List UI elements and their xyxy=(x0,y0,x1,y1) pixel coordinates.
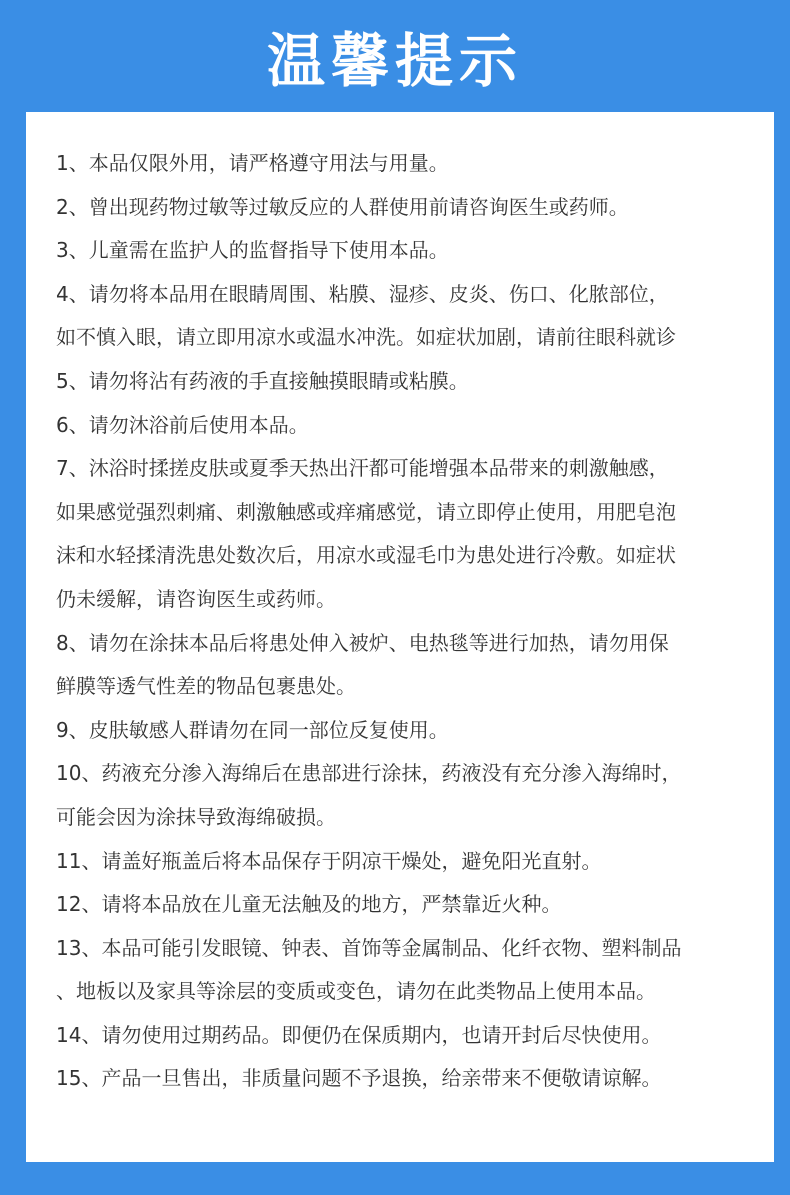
notice-line: 仍未缓解，请咨询医生或药师。 xyxy=(56,586,336,611)
notice-line: 12、请将本品放在儿童无法触及的地方，严禁靠近火种。 xyxy=(56,892,562,917)
notice-line: 3、儿童需在监护人的监督指导下使用本品。 xyxy=(56,238,449,263)
notice-line: 鲜膜等透气性差的物品包裹患处。 xyxy=(56,674,356,699)
notice-line: 10、药液充分渗入海绵后在患部进行涂抹，药液没有充分渗入海绵时， xyxy=(56,761,682,786)
notice-line: 4、请勿将本品用在眼睛周围、粘膜、湿疹、皮炎、伤口、化脓部位， xyxy=(56,281,669,306)
notice-line: 沫和水轻揉清洗患处数次后，用凉水或湿毛巾为患处进行冷敷。如症状 xyxy=(56,543,676,568)
notice-line: 5、请勿将沾有药液的手直接触摸眼睛或粘膜。 xyxy=(56,368,469,393)
notice-line: 13、本品可能引发眼镜、钟表、首饰等金属制品、化纤衣物、塑料制品 xyxy=(56,935,682,960)
notice-line: 15、产品一旦售出，非质量问题不予退换，给亲带来不便敬请谅解。 xyxy=(56,1066,662,1091)
notice-list xyxy=(56,142,746,1101)
notice-line: 14、请勿使用过期药品。即便仍在保质期内，也请开封后尽快使用。 xyxy=(56,1022,662,1047)
notice-line: 如果感觉强烈刺痛、刺激触感或痒痛感觉，请立即停止使用，用肥皂泡 xyxy=(56,499,676,524)
notice-line: 8、请勿在涂抹本品后将患处伸入被炉、电热毯等进行加热，请勿用保 xyxy=(56,630,669,655)
notice-line: 7、沐浴时揉搓皮肤或夏季天热出汗都可能增强本品带来的刺激触感， xyxy=(56,456,669,481)
notice-line: 11、请盖好瓶盖后将本品保存于阴凉干燥处，避免阳光直射。 xyxy=(56,848,602,873)
notice-line: 可能会因为涂抹导致海绵破损。 xyxy=(56,804,336,829)
notice-line: 2、曾出现药物过敏等过敏反应的人群使用前请咨询医生或药师。 xyxy=(56,194,629,219)
notice-line: 1、本品仅限外用，请严格遵守用法与用量。 xyxy=(56,151,449,175)
notice-card xyxy=(26,112,774,1162)
notice-line: 9、皮肤敏感人群请勿在同一部位反复使用。 xyxy=(56,717,449,742)
page-title: 温馨提示 xyxy=(266,27,523,95)
notice-line: 如不慎入眼，请立即用凉水或温水冲洗。如症状加剧，请前往眼科就诊 xyxy=(56,325,676,350)
notice-line: 、地板以及家具等涂层的变质或变色，请勿在此类物品上使用本品。 xyxy=(56,979,656,1004)
notice-line: 6、请勿沐浴前后使用本品。 xyxy=(56,412,309,437)
